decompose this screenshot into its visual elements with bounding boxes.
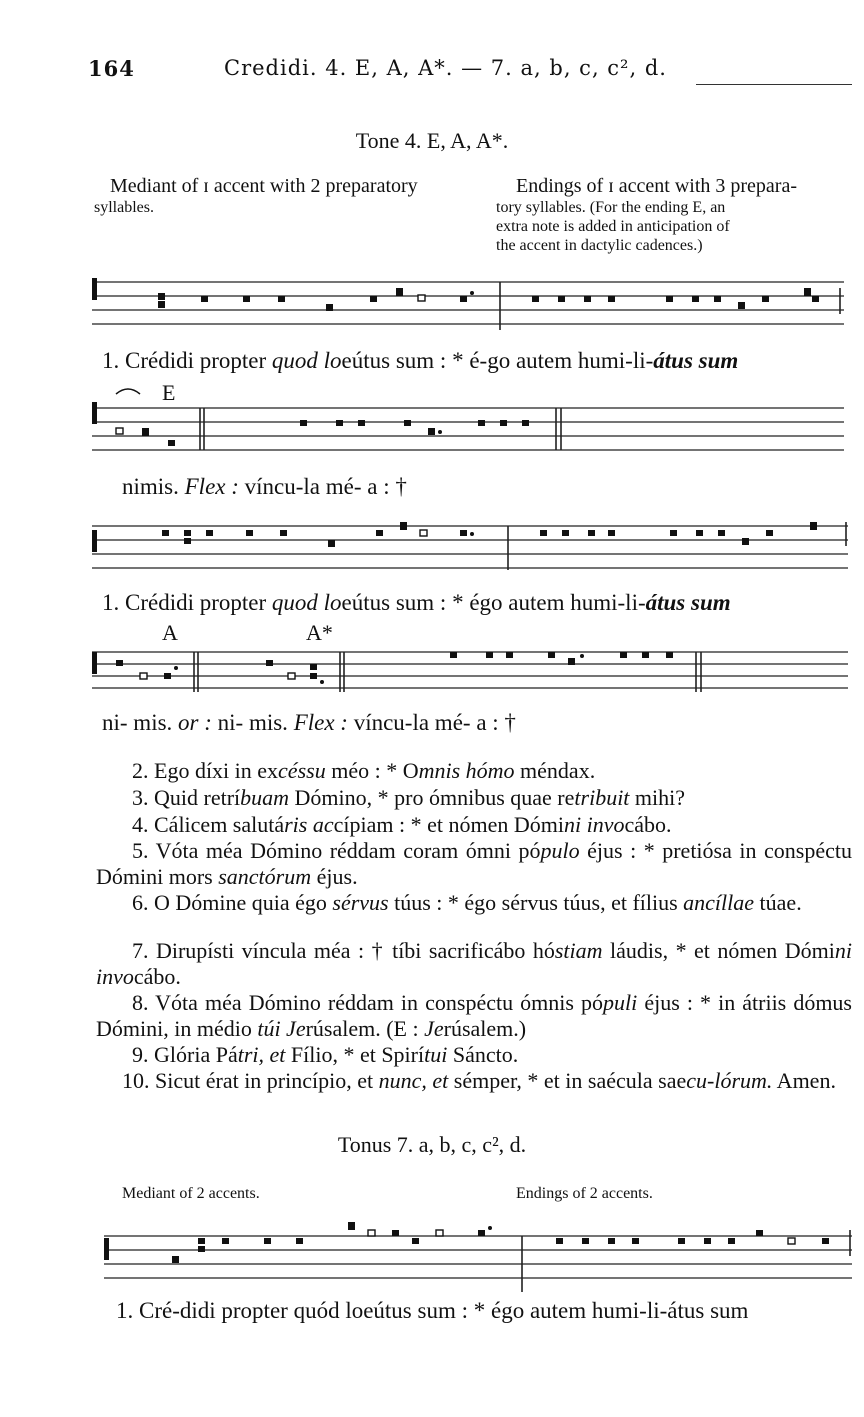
- chant-staff-2: [88, 382, 848, 454]
- mediant-note-line1: Mediant of ɪ accent with 2 preparatory: [110, 175, 418, 197]
- chant-staff-1: [88, 270, 848, 332]
- clef-icon: [92, 652, 97, 674]
- tone4-lyric-1: 1. Crédidi propter quod loeútus sum : * é-go autem humi-li-átus sum: [102, 348, 739, 373]
- ending-e-label: E: [162, 380, 176, 405]
- endings-note-line4: the accent in dactylic cadences.): [496, 237, 703, 254]
- chant-staff-4: [88, 644, 852, 694]
- tone4-lyric-2: nimis. Flex : víncu-la mé- a : †: [122, 474, 407, 499]
- ending-a-label: A: [162, 620, 178, 645]
- tone4-title: Tone 4. E, A, A*.: [355, 128, 509, 153]
- clef-icon: [92, 402, 97, 424]
- clef-icon: [92, 530, 97, 552]
- mediant-note-line2: syllables.: [94, 199, 154, 216]
- running-title: Credidi. 4. E, A, A*. — 7. a, b, c, c², d.: [224, 56, 667, 80]
- verse-3: 3. Quid retríbuam Dómino, * pro ómnibus quae retribuit mihi?: [132, 785, 686, 810]
- tone7-mediant-note: Mediant of 2 accents.: [122, 1185, 260, 1202]
- verse-9: 9. Glória Pátri, et Fílio, * et Spirítui Sáncto.: [132, 1042, 519, 1067]
- endings-note-line2: tory syllables. (For the ending E, an: [496, 199, 726, 216]
- tone4-lyric-3: 1. Crédidi propter quod loeútus sum : * égo autem humi-li-átus sum: [102, 590, 731, 615]
- verse-2: 2. Ego díxi in excéssu méo : * Omnis hómo méndax.: [132, 758, 596, 783]
- tone7-endings-note: Endings of 2 accents.: [516, 1185, 653, 1202]
- endings-note-line1: Endings of ɪ accent with 3 prepara-: [516, 175, 798, 197]
- header-rule: [696, 84, 852, 85]
- verse-5: 5. Vóta méa Dómino réddam coram ómni pópulo éjus : * pretiósa in conspéctu Dómini mors sanctórum éjus.: [96, 838, 852, 889]
- chant-staff-3: [88, 516, 852, 574]
- page-number: 164: [88, 56, 135, 81]
- verse-10: 10. Sicut érat in princípio, et nunc, et sémper, * et in saécula saecu-lórum. Amen.: [122, 1068, 836, 1093]
- running-header: [88, 56, 667, 81]
- clef-icon: [92, 278, 97, 300]
- chant-staff-5: [100, 1216, 856, 1292]
- verse-6: 6. O Dómine quia égo sérvus túus : * égo sérvus túus, et fílius ancíllae túae.: [132, 890, 802, 915]
- tone7-title: Tonus 7. a, b, c, c², d.: [337, 1132, 527, 1157]
- verse-7: 7. Dirupísti víncula méa : † tíbi sacrificábo hóstiam láudis, * et nómen Dómini invocábo.: [96, 938, 852, 989]
- clef-icon: [104, 1238, 109, 1260]
- verse-8: 8. Vóta méa Dómino réddam in conspéctu ómnis pópuli éjus : * in átriis dómus Dómini, in médio túi Jerúsalem. (E : Jerúsalem.): [96, 990, 852, 1041]
- tone4-lyric-4: ni- mis. or : ni- mis. Flex : víncu-la mé- a : †: [102, 710, 516, 735]
- tone7-lyric: 1. Cré-didi propter quód loeútus sum : * égo autem humi-li-átus sum: [116, 1298, 749, 1323]
- verse-4: 4. Cálicem salutáris accípiam : * et nómen Dómini invocábo.: [132, 812, 672, 837]
- ending-astar-label: A*: [306, 620, 333, 645]
- endings-note-line3: extra note is added in anticipation of: [496, 218, 730, 235]
